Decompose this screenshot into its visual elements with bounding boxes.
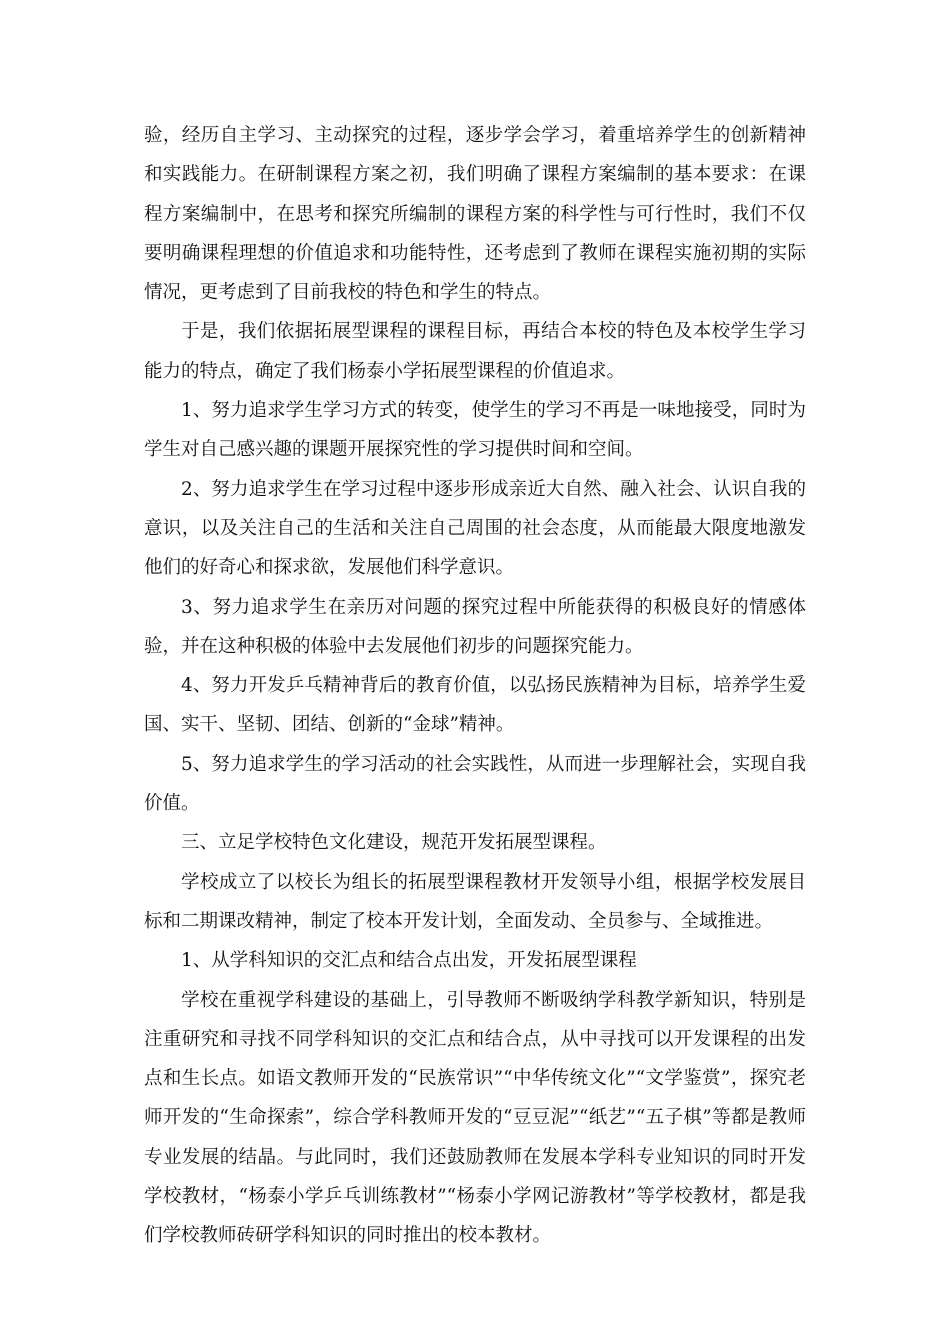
subheading-1: 1、从学科知识的交汇点和结合点出发，开发拓展型课程 (181, 950, 637, 972)
paragraph-value-pursuit: 于是，我们依据拓展型课程的课程目标，再结合本校的特色及本校学生学习能力的特点，确定了我们杨泰小学拓展型课程的价值追求。 (144, 321, 806, 382)
section-heading-3: 三、立足学校特色文化建设，规范开发拓展型课程。 (181, 832, 607, 854)
paragraph-item-2: 2、努力追求学生在学习过程中逐步形成亲近大自然、融入社会、认识自我的意识，以及关注自己的生活和关注自己周围的社会态度，从而能最大限度地激发他们的好奇心和探求欲，发展他们科学意识。 (144, 478, 806, 579)
paragraph-teacher-development: 学校在重视学科建设的基础上，引导教师不断吸纳学科教学新知识，特别是注重研究和寻找不同学科知识的交汇点和结合点，从中寻找可以开发课程的出发点和生长点。如语文教师开发的“民族常识”“中华传统文化”“文学鉴赏”，探究老师开发的“生命探索”，综合学科教师开发的“豆豆泥”“纸艺”“五子棋”等都是教师专业发展的结晶。与此同时，我们还鼓励教师在发展本学科专业知识的同时开发学校教材，“杨泰小学乒乓训练教材”“杨泰小学网记游教材”等学校教材，都是我们学校教师砖研学科知识的同时推出的校本教材。 (144, 989, 806, 1247)
paragraph-leadership-group: 学校成立了以校长为组长的拓展型课程教材开发领导小组，根据学校发展目标和二期课改精神，制定了校本开发计划，全面发动、全员参与、全域推进。 (144, 871, 806, 932)
paragraph-item-5: 5、努力追求学生的学习活动的社会实践性，从而进一步理解社会，实现自我价值。 (144, 753, 806, 815)
document-page (144, 116, 806, 1256)
paragraph-item-3: 3、努力追求学生在亲历对问题的探究过程中所能获得的积极良好的情感体验，并在这种积极的体验中去发展他们初步的问题探究能力。 (144, 596, 806, 657)
paragraph-intro-continued: 验，经历自主学习、主动探究的过程，逐步学会学习，着重培养学生的创新精神和实践能力。在研制课程方案之初，我们明确了课程方案编制的基本要求：在课程方案编制中，在思考和探究所编制的课程方案的科学性与可行性时，我们不仅要明确课程理想的价值追求和功能特性，还考虑到了教师在课程实施初期的实际情况，更考虑到了目前我校的特色和学生的特点。 (144, 125, 806, 304)
paragraph-item-4: 4、努力开发乒乓精神背后的教育价值，以弘扬民族精神为目标，培养学生爱国、实干、坚韧、团结、创新的“金球”精神。 (144, 675, 806, 736)
paragraph-item-1: 1、努力追求学生学习方式的转变，使学生的学习不再是一味地接受，同时为学生对自己感兴趣的课题开展探究性的学习提供时间和空间。 (144, 400, 806, 461)
